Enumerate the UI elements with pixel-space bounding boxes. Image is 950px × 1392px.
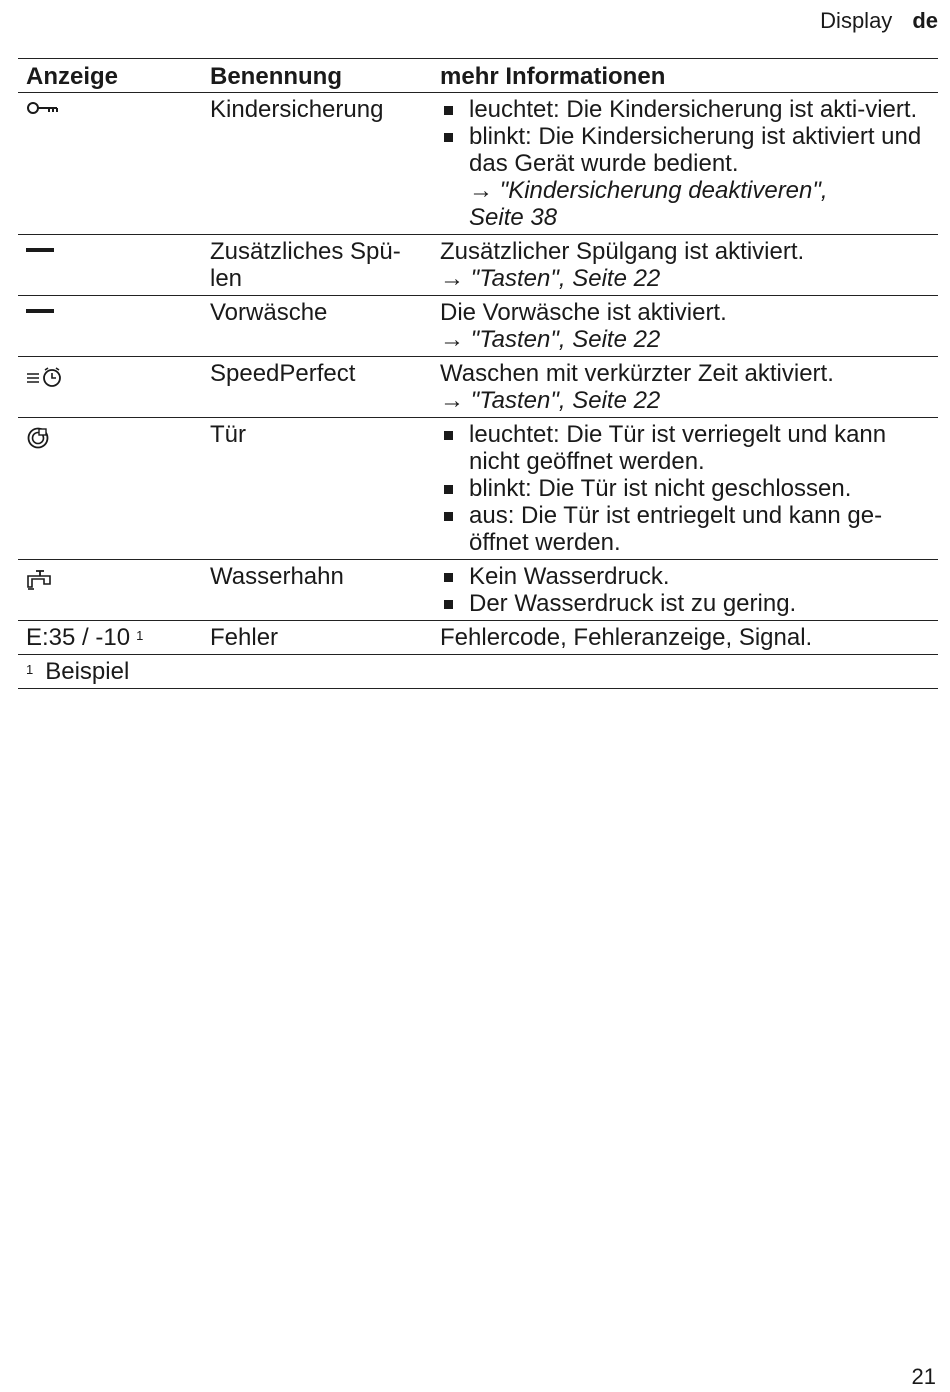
table-row [18, 357, 938, 418]
column-header-informationen: mehr Informationen [440, 63, 666, 90]
footnote-text: Beispiel [45, 658, 130, 685]
table-row [18, 93, 938, 235]
info-cell [432, 93, 938, 234]
info-cell: Fehlercode, Fehleranzeige, Signal. [440, 624, 813, 651]
display-cell [18, 296, 202, 356]
section-title: Display [820, 8, 893, 33]
list-item: Kein Wasserdruck. [440, 563, 932, 590]
info-text: Zusätzlicher Spülgang ist aktiviert. [440, 238, 805, 265]
list-item: blinkt: Die Tür ist nicht geschlossen. [440, 475, 932, 502]
reference-text: "Tasten", Seite 22 [470, 387, 661, 414]
info-cell [432, 560, 938, 620]
language-code: de [912, 8, 938, 33]
name-cell: Zusätzliches Spü-len [210, 238, 401, 292]
display-cell [18, 235, 202, 295]
table-row [18, 560, 938, 621]
table-row [18, 621, 938, 655]
column-header-anzeige: Anzeige [26, 63, 119, 90]
name-cell: Tür [210, 421, 246, 448]
footnote-mark: 1 [136, 628, 144, 643]
dash-icon [26, 299, 56, 318]
info-text: Die Vorwäsche ist aktiviert. [440, 299, 727, 326]
name-cell: Vorwäsche [210, 299, 328, 326]
column-header-benennung: Benennung [210, 63, 342, 90]
key-icon [26, 96, 60, 115]
footnote-number: 1 [26, 662, 34, 677]
arrow-icon: → [469, 177, 493, 204]
table-row [18, 418, 938, 560]
error-code-text: E:35 / -10 [26, 624, 131, 651]
table-row [18, 296, 938, 357]
list-item: blinkt: Die Kindersicherung ist aktiviert und das Gerät wurde bedient. [440, 123, 932, 177]
arrow-icon: → [440, 265, 464, 292]
info-cell [432, 235, 938, 295]
name-cell: SpeedPerfect [210, 360, 356, 387]
water-tap-icon [26, 563, 56, 592]
list-item: leuchtet: Die Kindersicherung ist akti-viert. [440, 96, 932, 123]
display-cell [18, 560, 202, 620]
display-cell [18, 418, 202, 559]
list-item: aus: Die Tür ist entriegelt und kann ge-öffnet werden. [440, 502, 932, 556]
door-lock-icon [26, 421, 52, 450]
page-reference[interactable] [440, 387, 932, 414]
name-cell: Wasserhahn [210, 563, 344, 590]
arrow-icon: → [440, 387, 464, 414]
info-cell [432, 357, 938, 417]
info-cell [432, 296, 938, 356]
arrow-icon: → [440, 326, 464, 353]
reference-text: "Kindersicherung deaktiveren", [499, 177, 828, 204]
table-header-row [18, 59, 938, 93]
table-footnote [18, 655, 938, 689]
info-text: Waschen mit verkürzter Zeit aktiviert. [440, 360, 834, 387]
page-header [820, 8, 938, 34]
reference-text: "Tasten", Seite 22 [470, 326, 661, 353]
reference-text: "Tasten", Seite 22 [470, 265, 661, 292]
list-item: leuchtet: Die Tür ist verriegelt und kann nicht geöffnet werden. [440, 421, 932, 475]
page-reference[interactable] [440, 265, 932, 292]
info-cell [432, 418, 938, 559]
name-cell: Fehler [210, 624, 279, 651]
list-item: Der Wasserdruck ist zu gering. [440, 590, 932, 617]
speed-clock-icon [26, 360, 68, 389]
name-cell: Kindersicherung [210, 96, 384, 123]
page-reference[interactable] [440, 326, 932, 353]
table-row [18, 235, 938, 296]
dash-icon [26, 238, 56, 257]
page-number: 21 [911, 1364, 936, 1389]
page-reference[interactable] [440, 177, 932, 231]
display-cell [18, 357, 202, 417]
reference-page: Seite 38 [469, 204, 558, 231]
display-cell [18, 621, 202, 654]
display-cell [18, 93, 202, 234]
display-table [18, 58, 938, 689]
